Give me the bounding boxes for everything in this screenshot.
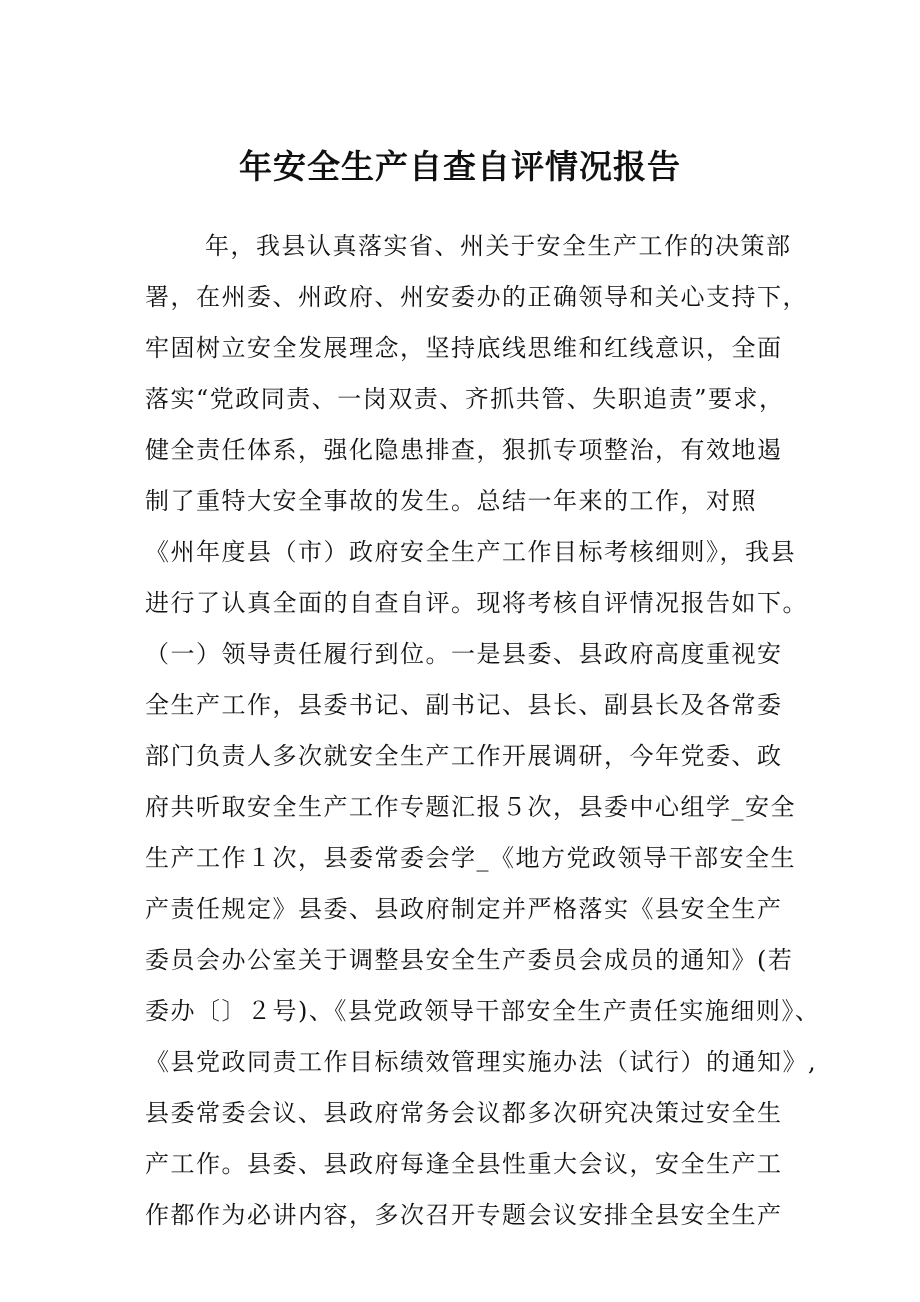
- body-line: 委办〔〕２号)、《县党政领导干部安全生产责任实施细则》、: [145, 997, 821, 1025]
- document-title: 年安全生产自查自评情况报告: [239, 147, 681, 186]
- body-line: 健全责任体系，强化隐患排查，狠抓专项整治，有效地遏: [145, 436, 783, 464]
- body-line: 落实“党政同责、一岗双责、齐抓共管、失职追责”要求，: [145, 385, 785, 413]
- body-line: （一）领导责任履行到位。一是县委、县政府高度重视安: [145, 640, 783, 668]
- body-line: 制了重特大安全事故的发生。总结一年来的工作，对照: [145, 487, 757, 515]
- body-line: 生产工作１次，县委常委会学_《地方党政领导干部安全生: [145, 844, 796, 872]
- body-line: 府共听取安全生产工作专题汇报５次，县委中心组学_安全: [145, 793, 796, 821]
- body-line: 产责任规定》县委、县政府制定并严格落实《县安全生产: [145, 895, 783, 923]
- body-line: 牢固树立安全发展理念，坚持底线思维和红线意识，全面: [145, 334, 783, 362]
- body-line: 产工作。县委、县政府每逢全县性重大会议，安全生产工: [145, 1150, 783, 1178]
- body-line: 《州年度县（市）政府安全生产工作目标考核细则》，我县: [145, 538, 796, 566]
- body-line: 署，在州委、州政府、州安委办的正确领导和关心支持下，: [145, 283, 808, 311]
- body-line: 全生产工作，县委书记、副书记、县长、副县长及各常委: [145, 691, 783, 719]
- body-line: 《县党政同责工作目标绩效管理实施办法（试行）的通知》,: [145, 1048, 818, 1076]
- body-line: 作都作为必讲内容，多次召开专题会议安排全县安全生产: [145, 1201, 783, 1229]
- body-line: 部门负责人多次就安全生产工作开展调研，今年党委、政: [145, 742, 783, 770]
- body-line: 委员会办公室关于调整县安全生产委员会成员的通知》(若: [145, 946, 794, 974]
- body-line: 县委常委会议、县政府常务会议都多次研究决策过安全生: [145, 1099, 783, 1127]
- body-line: 年，我县认真落实省、州关于安全生产工作的决策部: [205, 232, 792, 260]
- body-line: 进行了认真全面的自查自评。现将考核自评情况报告如下。: [145, 589, 808, 617]
